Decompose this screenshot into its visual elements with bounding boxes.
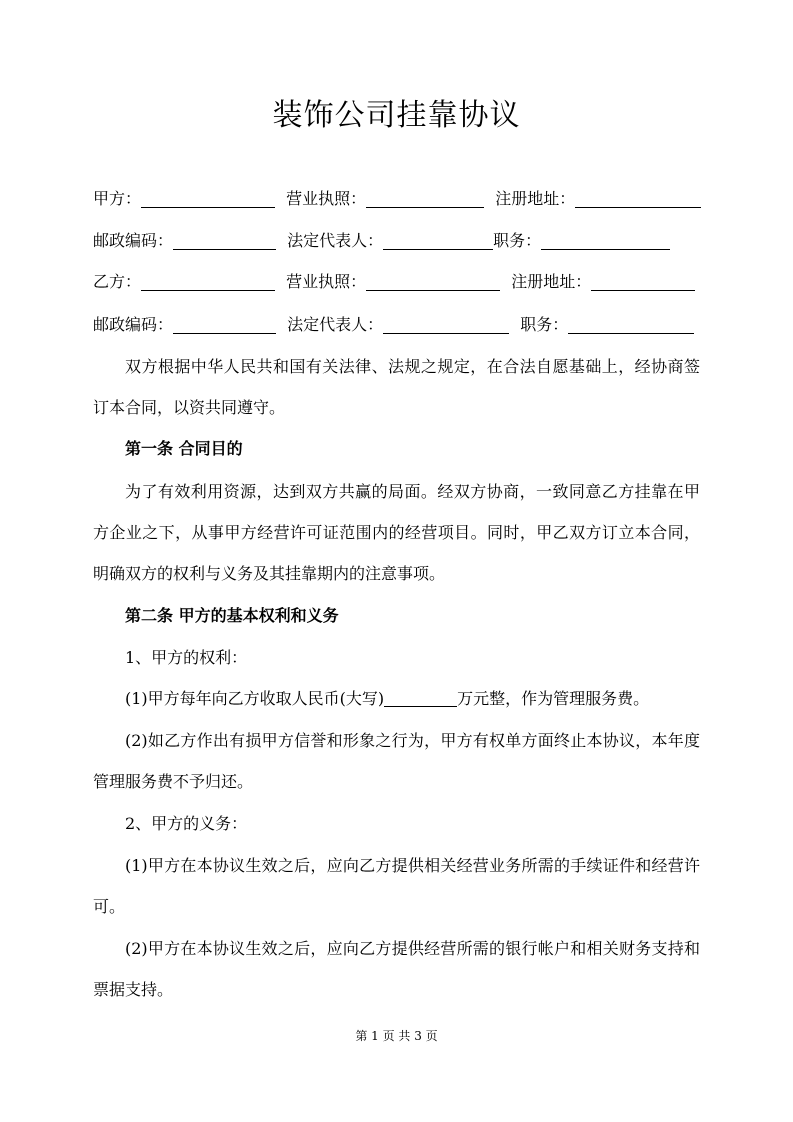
position-label: 职务： xyxy=(520,315,569,334)
right-2-paragraph: (2)如乙方作出有损甲方信誉和形象之行为，甲方有权单方面终止本协议，本年度管理服务费不予归还。 xyxy=(93,731,700,791)
business-license-label: 营业执照： xyxy=(286,272,367,291)
postal-code-blank xyxy=(173,229,276,250)
article-1-heading: 第一条 合同目的 xyxy=(125,439,243,458)
postal-code-label: 邮政编码： xyxy=(93,231,174,250)
amount-blank xyxy=(384,686,457,707)
position-blank xyxy=(568,313,694,334)
business-license-label: 营业执照： xyxy=(286,189,367,208)
legal-rep-label: 法定代表人： xyxy=(287,315,384,334)
party-b-row-2 xyxy=(93,313,700,337)
registered-address-label: 注册地址： xyxy=(511,272,592,291)
party-b-row-1 xyxy=(93,270,700,294)
party-a-label: 甲方： xyxy=(93,189,142,208)
registered-address-blank xyxy=(591,270,695,291)
rights-title: 1、甲方的权利： xyxy=(125,648,248,667)
article-1-text: 为了有效利用资源，达到双方共赢的局面。经双方协商，一致同意乙方挂靠在甲方企业之下，从事甲方经营许可证范围内的经营项目。同时，甲乙双方订立本合同，明确双方的权利与义务及其挂靠期内的注意事项。 xyxy=(93,482,700,583)
article-2-heading: 第二条 甲方的基本权利和义务 xyxy=(125,606,339,625)
position-blank xyxy=(541,229,670,250)
legal-rep-blank xyxy=(383,229,493,250)
party-a-row-1 xyxy=(93,187,700,211)
postal-code-label: 邮政编码： xyxy=(93,315,174,334)
right-1-paragraph xyxy=(93,678,700,719)
party-a-blank xyxy=(141,187,275,208)
intro-paragraph: 双方根据中华人民共和国有关法律、法规之规定，在合法自愿基础上，经协商签订本合同，以资共同遵守。 xyxy=(93,357,700,417)
postal-code-blank xyxy=(173,313,276,334)
party-b-label: 乙方： xyxy=(93,272,142,291)
duty-2-paragraph: (2)甲方在本协议生效之后，应向乙方提供经营所需的银行帐户和相关财务支持和票据支持。 xyxy=(93,939,700,999)
legal-rep-blank xyxy=(383,313,509,334)
page-footer: 第 1 页 共 3 页 xyxy=(355,1029,438,1043)
document-title: 装饰公司挂靠协议 xyxy=(272,98,521,133)
duty-1-paragraph: (1)甲方在本协议生效之后，应向乙方提供相关经营业务所需的手续证件和经营许可。 xyxy=(93,856,700,916)
party-b-blank xyxy=(141,270,275,291)
right-1-prefix: (1)甲方每年向乙方收取人民币(大写) xyxy=(125,689,385,708)
registered-address-blank xyxy=(575,187,701,208)
business-license-blank xyxy=(366,187,484,208)
right-1-suffix: 万元整，作为管理服务费。 xyxy=(457,689,650,708)
registered-address-label: 注册地址： xyxy=(495,189,576,208)
business-license-blank xyxy=(366,270,500,291)
legal-rep-label: 法定代表人： xyxy=(287,231,384,250)
duties-title: 2、甲方的义务： xyxy=(125,814,248,833)
party-a-row-2 xyxy=(93,229,700,253)
position-label: 职务： xyxy=(493,231,542,250)
